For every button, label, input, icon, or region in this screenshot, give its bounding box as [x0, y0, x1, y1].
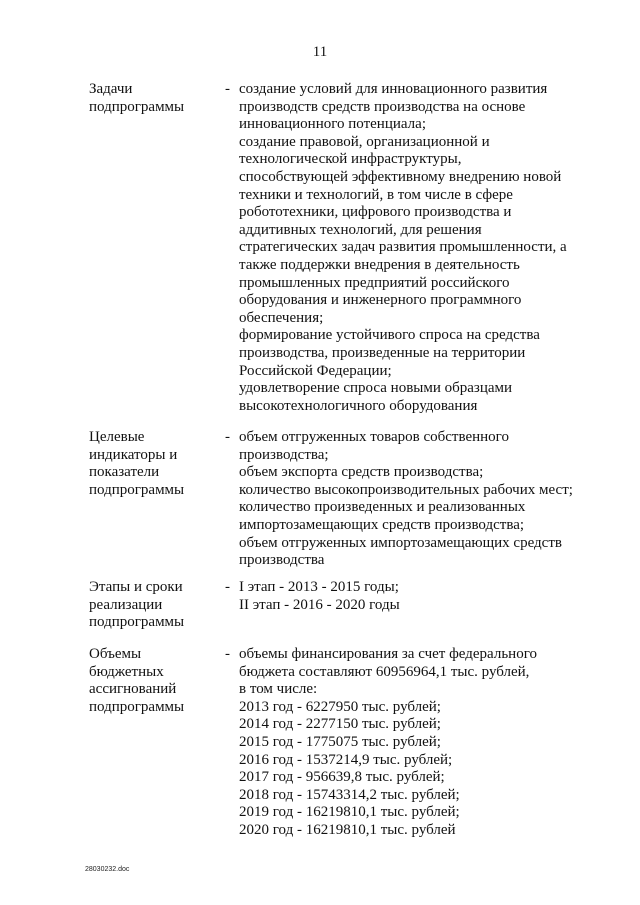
content-line: бюджета составляют 60956964,1 тыс. рублей,	[239, 663, 530, 680]
label-line: реализации	[89, 596, 163, 613]
content-line: 2020 год - 16219810,1 тыс. рублей	[239, 821, 456, 838]
label-line: Объемы	[89, 646, 142, 662]
content-line: 2013 год - 6227950 тыс. рублей;	[239, 698, 441, 715]
content-line: оборудования и инженерного программного	[239, 292, 522, 309]
content-line: производства;	[239, 446, 329, 463]
content-line: объем экспорта средств производства;	[239, 464, 484, 481]
label-line: ассигнований	[89, 681, 177, 698]
content-line: объемы финансирования за счет федерального	[239, 646, 537, 662]
content-line: 2018 год - 15743314,2 тыс. рублей;	[239, 786, 460, 803]
content-line: объем отгруженных товаров собственного	[239, 429, 509, 445]
label-line: Задачи	[89, 81, 133, 97]
label-line: бюджетных	[89, 663, 164, 680]
content-line: импортозамещающих средств производства;	[239, 516, 525, 533]
content-line: количество высокопроизводительных рабочих мест;	[239, 481, 573, 498]
content-line: производства	[239, 552, 325, 569]
content-line: II этап - 2016 - 2020 годы	[239, 596, 400, 613]
section-content	[239, 646, 584, 840]
content-line: высокотехнологичного оборудования	[239, 397, 478, 414]
content-line: аддитивных технологий, для решения	[239, 221, 482, 238]
content-line: I этап - 2013 - 2015 годы;	[239, 579, 399, 595]
content-line: также поддержки внедрения в деятельность	[239, 256, 520, 273]
section-content	[239, 429, 584, 570]
content-line: в том числе:	[239, 681, 318, 698]
content-line: объем отгруженных импортозамещающих средств	[239, 534, 562, 551]
content-line: формирование устойчивого спроса на средства	[239, 327, 540, 344]
content-line: производств средств производства на основе	[239, 98, 526, 115]
footer-filename: 28030232.doc	[85, 866, 130, 873]
label-line: подпрограммы	[89, 698, 185, 715]
content-line: производства, произведенные на территории	[239, 344, 526, 361]
list-dash: -	[225, 429, 230, 445]
label-line: Целевые	[89, 429, 145, 445]
list-dash: -	[225, 646, 230, 662]
label-line: индикаторы и	[89, 446, 178, 463]
content-line: 2014 год - 2277150 тыс. рублей;	[239, 716, 441, 733]
label-line: подпрограммы	[89, 614, 185, 631]
content-line: количество произведенных и реализованных	[239, 499, 526, 516]
label-line: Этапы и сроки	[89, 579, 183, 595]
list-dash: -	[225, 579, 230, 595]
section-label	[89, 646, 219, 716]
section-content	[239, 81, 584, 415]
label-line: подпрограммы	[89, 98, 185, 115]
content-line: обеспечения;	[239, 309, 324, 326]
content-line: создание правовой, организационной и	[239, 133, 490, 150]
content-line: 2015 год - 1775075 тыс. рублей;	[239, 733, 441, 750]
content-line: способствующей эффективному внедрению новой	[239, 168, 562, 185]
section-label	[89, 429, 219, 499]
content-line: робототехники, цифрового производства и	[239, 204, 512, 221]
section-label	[89, 579, 219, 632]
section-content	[239, 579, 584, 614]
content-line: технологической инфраструктуры,	[239, 151, 462, 168]
label-line: подпрограммы	[89, 481, 185, 498]
content-line: инновационного потенциала;	[239, 116, 426, 133]
list-dash: -	[225, 81, 230, 97]
content-line: техники и технологий, в том числе в сфере	[239, 186, 513, 203]
content-line: создание условий для инновационного развития	[239, 81, 548, 97]
page-number: 11	[312, 44, 328, 60]
label-line: показатели	[89, 464, 160, 481]
content-line: стратегических задач развития промышленности, а	[239, 239, 567, 256]
content-line: удовлетворение спроса новыми образцами	[239, 380, 513, 397]
section-label	[89, 81, 219, 116]
content-line: 2019 год - 16219810,1 тыс. рублей;	[239, 804, 460, 821]
content-line: 2017 год - 956639,8 тыс. рублей;	[239, 769, 445, 786]
content-line: Российской Федерации;	[239, 362, 392, 379]
content-line: 2016 год - 1537214,9 тыс. рублей;	[239, 751, 453, 768]
content-line: промышленных предприятий российского	[239, 274, 510, 291]
